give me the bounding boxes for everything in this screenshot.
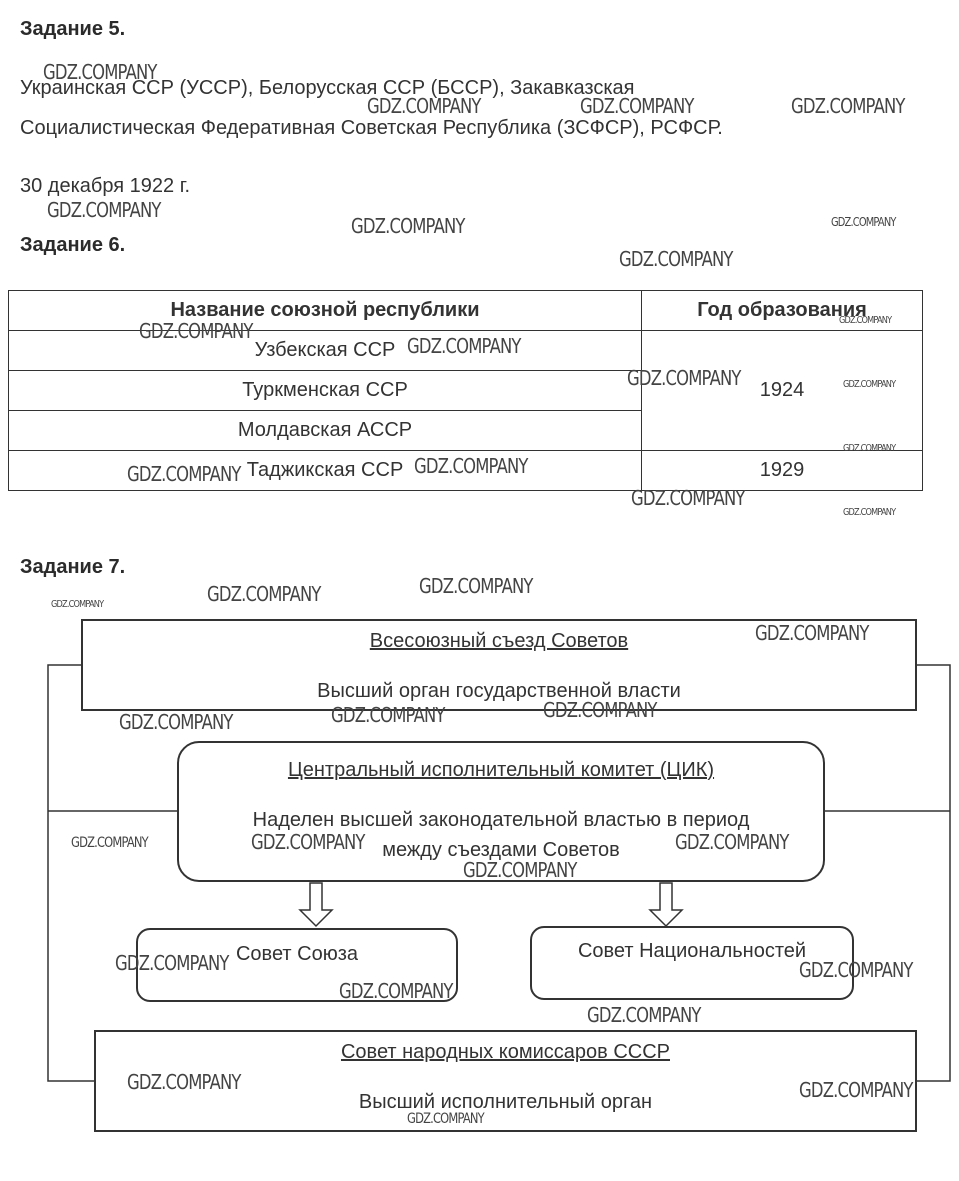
- watermark: GDZ.COMPANY: [51, 599, 104, 610]
- watermark: GDZ.COMPANY: [43, 60, 157, 84]
- watermark: GDZ.COMPANY: [367, 94, 481, 118]
- watermark: GDZ.COMPANY: [251, 830, 365, 854]
- watermark: GDZ.COMPANY: [414, 454, 528, 478]
- watermark: GDZ.COMPANY: [119, 710, 233, 734]
- republic-cell: Таджикская ССР: [9, 451, 642, 491]
- watermark: GDZ.COMPANY: [627, 366, 741, 390]
- watermark: GDZ.COMPANY: [331, 703, 445, 727]
- watermark: GDZ.COMPANY: [791, 94, 905, 118]
- year-cell: 1929: [642, 451, 923, 491]
- watermark: GDZ.COMPANY: [675, 830, 789, 854]
- watermark: GDZ.COMPANY: [139, 319, 253, 343]
- right-bracket-line: [916, 665, 950, 1081]
- watermark: GDZ.COMPANY: [127, 462, 241, 486]
- task5-answer-line2: Социалистическая Федеративная Советская Республика (ЗСФСР), РСФСР.: [20, 117, 723, 139]
- task6-heading: Задание 6.: [20, 234, 126, 256]
- watermark: GDZ.COMPANY: [843, 443, 896, 454]
- task7-heading: Задание 7.: [20, 556, 126, 578]
- republic-cell: Узбекская ССР: [9, 331, 642, 371]
- nationalities-council-label: Совет Национальностей: [577, 940, 807, 962]
- col-formation-year: Год образования: [642, 291, 923, 331]
- watermark: GDZ.COMPANY: [339, 979, 453, 1003]
- watermark: GDZ.COMPANY: [407, 1111, 484, 1127]
- task5-date: 30 декабря 1922 г.: [20, 175, 191, 197]
- watermark: GDZ.COMPANY: [463, 858, 577, 882]
- watermark: GDZ.COMPANY: [71, 835, 148, 851]
- watermark: GDZ.COMPANY: [799, 1078, 913, 1102]
- col-republic-name: Название союзной республики: [9, 291, 642, 331]
- republic-cell: Туркменская ССР: [9, 371, 642, 411]
- watermark: GDZ.COMPANY: [580, 94, 694, 118]
- cik-description-line1: Наделен высшей законодательной властью в период: [252, 809, 750, 831]
- watermark: GDZ.COMPANY: [843, 379, 896, 390]
- watermark: GDZ.COMPANY: [799, 958, 913, 982]
- left-bracket-line: [48, 665, 95, 1081]
- watermark: GDZ.COMPANY: [419, 574, 533, 598]
- watermark: GDZ.COMPANY: [407, 334, 521, 358]
- republic-cell: Молдавская АССР: [9, 411, 642, 451]
- task5-answer-line1: Украинская ССР (УССР), Белорусская ССР (БССР), Закавказская: [20, 77, 635, 99]
- task5-heading: Задание 5.: [20, 18, 126, 40]
- congress-title: Всесоюзный съезд Советов: [369, 630, 629, 652]
- snk-title: Совет народных комиссаров СССР: [340, 1041, 670, 1063]
- cik-description-line2: между съездами Советов: [382, 839, 620, 861]
- watermark: GDZ.COMPANY: [587, 1003, 701, 1027]
- watermark: GDZ.COMPANY: [351, 214, 465, 238]
- watermark: GDZ.COMPANY: [631, 486, 745, 510]
- watermark: GDZ.COMPANY: [127, 1070, 241, 1094]
- congress-description: Высший орган государственной власти: [317, 680, 681, 702]
- snk-description: Высший исполнительный орган: [358, 1091, 653, 1113]
- watermark: GDZ.COMPANY: [831, 215, 896, 229]
- watermark: GDZ.COMPANY: [839, 315, 892, 326]
- arrow-down-left: [300, 883, 332, 926]
- arrow-down-right: [650, 883, 682, 926]
- watermark: GDZ.COMPANY: [755, 621, 869, 645]
- watermark: GDZ.COMPANY: [115, 951, 229, 975]
- watermark: GDZ.COMPANY: [47, 198, 161, 222]
- watermark: GDZ.COMPANY: [207, 582, 321, 606]
- cik-title: Центральный исполнительный комитет (ЦИК): [287, 759, 715, 781]
- year-cell: 1924: [642, 331, 923, 451]
- watermark: GDZ.COMPANY: [843, 507, 896, 518]
- watermark: GDZ.COMPANY: [619, 247, 733, 271]
- watermark: GDZ.COMPANY: [543, 698, 657, 722]
- union-council-label: Совет Союза: [235, 943, 358, 965]
